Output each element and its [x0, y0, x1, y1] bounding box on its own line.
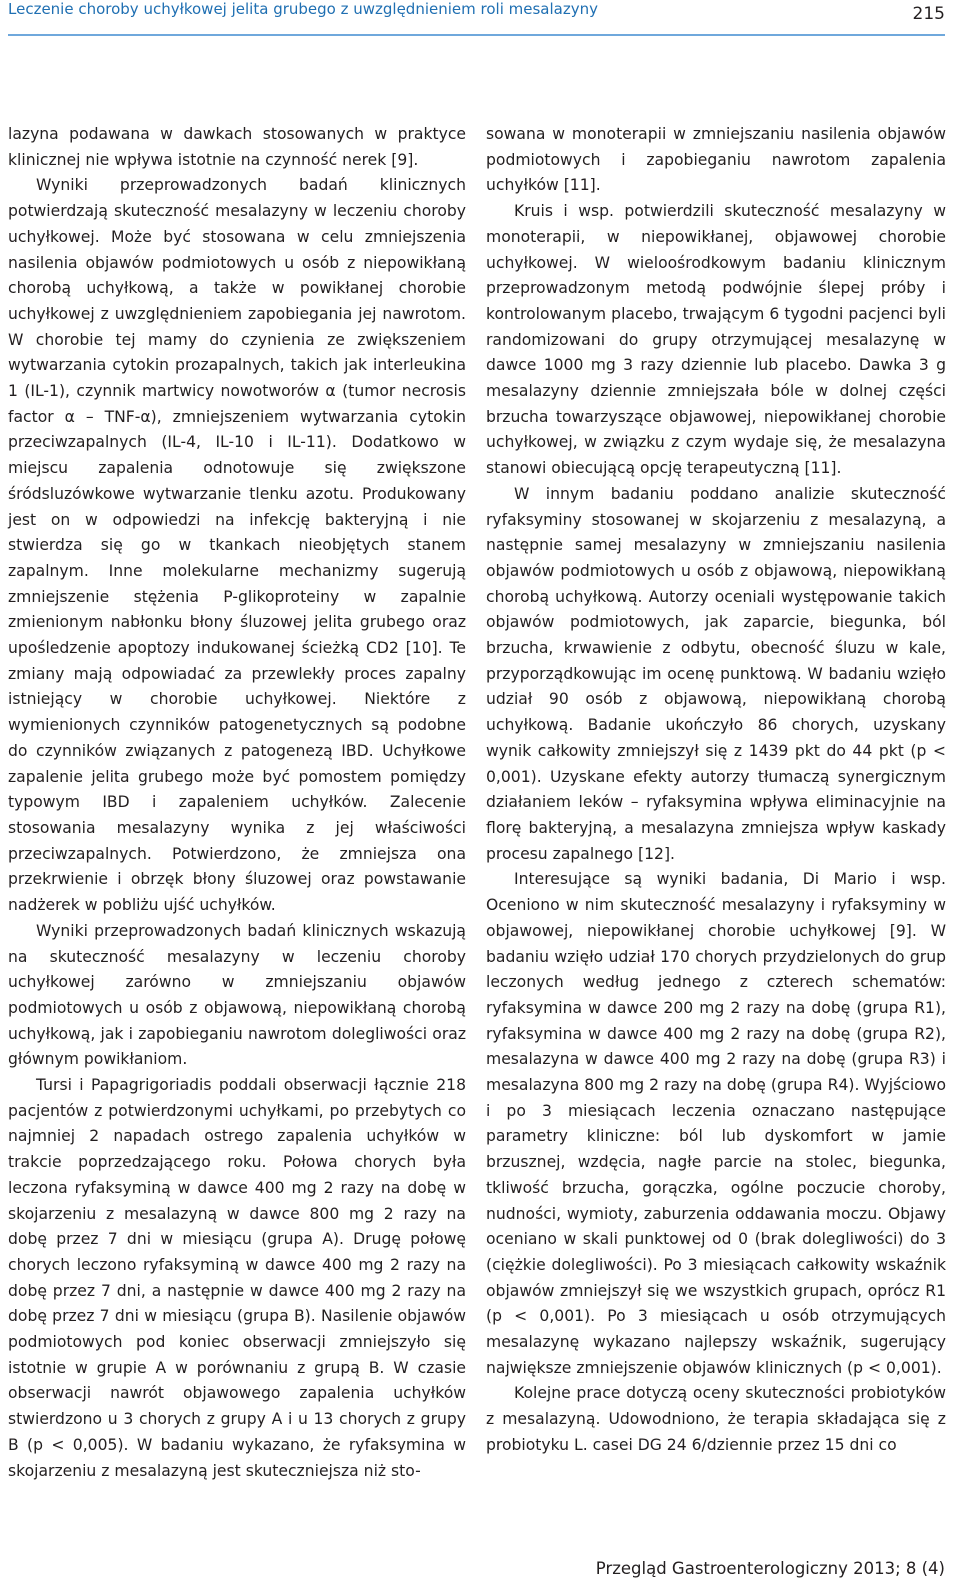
- right-paragraph-2: Kruis i wsp. potwierdzili skuteczność mesalazyny w monoterapii, w niepowikłanej, objawowej chorobie uchyłkowej. W wieloośrodkowym badaniu klinicznym przeprowadzonym metodą podwójnie ślepej próby i kontrolowanym placebo, trwającym 6 tygodni pacjenci byli randomizowani do grupy otrzymującej mesalazynę w dawce 1000 mg 3 razy dziennie lub placebo. Dawka 3 g mesalazyny dziennie zmniejszała bóle w dolnej części brzucha towarzyszące objawowej, niepowikłanej chorobie uchyłkowej, w związku z czym wydaje się, że mesalazyna stanowi obiecującą opcję terapeutyczną [11].: [486, 202, 946, 478]
- left-paragraph-2: Wyniki przeprowadzonych badań klinicznych potwierdzają skuteczność mesalazyny w leczeniu choroby uchyłkowej. Może być stosowana w celu zmniejszenia nasilenia objawów podmiotowych u osób z niepowikłaną chorobą uchyłkową, a także w powikłanej chorobie uchyłkowej z uwzględnieniem zapobiegania jej nawrotom. W chorobie tej mamy do czynienia ze zwiększeniem wytwarzania cytokin prozapalnych, takich jak interleukina 1 (IL-1), czynnik martwicy nowotworów α (tumor necrosis factor α – TNF-α), zmniejszeniem wytwarzania cytokin przeciwzapalnych (IL-4, IL-10 i IL-11). Dodatkowo w miejscu zapalenia odnotowuje się zwiększone śródsluzówkowe wytwarzanie tlenku azotu. Produkowany jest on w odpowiedzi na infekcję bakteryjną i nie stwierdza się go w tkankach nieobjętych stanem zapalnym. Inne molekularne mechanizmy sugerują zmniejszenie stężenia P-glikoproteiny w zapalnie zmienionym nabłonku błony śluzowej jelita grubego oraz upośledzenie apoptozy indukowanej ścieżką CD2 [10]. Te zmiany mają odpowiadać za przewlekły proces zapalny istniejący w chorobie uchyłkowej. Niektóre z wymienionych czynników patogenetycznych są podobne do czynników związanych z patogenezą IBD. Uchyłkowe zapalenie jelita grubego może być pomostem pomiędzy typowym IBD i zapaleniem uchyłków. Zalecenie stosowania mesalazyny wynika z jej właściwości przeciwzapalnych. Potwierdzono, że zmniejsza ona przekrwienie i obrzęk błony śluzowej oraz powstawanie nadżerek w pobliżu ujść uchyłków.: [8, 176, 466, 915]
- running-title: Leczenie choroby uchyłkowej jelita grubego z uwzględnieniem roli mesalazyny: [8, 0, 598, 18]
- left-column: [8, 122, 466, 1484]
- left-paragraph-3: Wyniki przeprowadzonych badań klinicznych wskazują na skuteczność mesalazyny w leczeniu choroby uchyłkowej zarówno w zmniejszaniu objawów podmiotowych u osób z objawową, niepowikłaną chorobą uchyłkową, jak i zapobieganiu nawrotom dolegliwości oraz głównym powikłaniom.: [8, 921, 466, 1069]
- left-paragraph-4: Tursi i Papagrigoriadis poddali obserwacji łącznie 218 pacjentów z potwierdzonymi uchyłkami, po przebytych co najmniej 2 napadach ostrego zapalenia uchyłków w trakcie poprzedzającego roku. Połowa chorych była leczona ryfaksyminą w dawce 400 mg 2 razy na dobę w skojarzeniu z mesalazyną w dawce 800 mg 2 razy na dobę przez 7 dni w miesiącu (grupa A). Drugę połowę chorych leczono ryfaksyminą w dawce 400 mg 2 razy na dobę przez 7 dni, a następnie w dawce 400 mg 2 razy na dobę przez 7 dni w miesiącu (grupa B). Nasilenie objawów podmiotowych pod koniec obserwacji zmniejszyło się istotnie w grupie A w porównaniu z grupą B. W czasie obserwacji nawrót objawowego zapalenia uchyłków stwierdzono u 3 chorych z grupy A i u 13 chorych z grupy B (p < 0,005). W badaniu wykazano, że ryfaksymina w skojarzeniu z mesalazyną jest skuteczniejsza niż sto-: [8, 1076, 466, 1480]
- page-number: 215: [912, 4, 945, 24]
- page-header: [8, 0, 945, 36]
- left-paragraph-1: lazyna podawana w dawkach stosowanych w praktyce klinicznej nie wpływa istotnie na czynność nerek [9].: [8, 125, 466, 169]
- right-paragraph-5: Kolejne prace dotyczą oceny skuteczności probiotyków z mesalazyną. Udowodniono, że terapia składająca się z probiotyku L. casei DG 24 6/dziennie przez 15 dni co: [486, 1384, 946, 1454]
- right-paragraph-3: W innym badaniu poddano analizie skuteczność ryfaksyminy stosowanej w skojarzeniu z mesalazyną, a następnie samej mesalazyny w zmniejszaniu nasilenia objawów podmiotowych u osób z objawową, niepowikłaną chorobą uchyłkową. Autorzy oceniali występowanie takich objawów podmiotowych, jak zaparcie, biegunka, ból brzucha, krwawienie z odbytu, obecność śluzu w kale, przyporządkowując im ocenę punktową. W badaniu wzięło udział 90 osób z objawową, niepowikłaną chorobą uchyłkową. Badanie ukończyło 86 chorych, uzyskany wynik całkowity zmniejszył się z 1439 pkt do 44 pkt (p < 0,001). Uzyskane efekty autorzy tłumaczą synergicznym działaniem leków – ryfaksymina wpływa eliminacyjnie na florę bakteryjną, a mesalazyna zmniejsza wpływ kaskady procesu zapalnego [12].: [486, 484, 946, 863]
- right-paragraph-4: Interesujące są wyniki badania, Di Mario i wsp. Oceniono w nim skuteczność mesalazyny i ryfaksyminy w objawowej, niepowikłanej chorobie uchyłkowej [9]. W badaniu wzięło udział 170 chorych przydzielonych do grup leczonych według jednego z czterech schematów: ryfaksymina w dawce 200 mg 2 razy na dobę (grupa R1), ryfaksymina w dawce 400 mg 2 razy na dobę (grupa R2), mesalazyna w dawce 400 mg 2 razy na dobę (grupa R3) i mesalazyna 800 mg 2 razy na dobę (grupa R4). Wyjściowo i po 3 miesiącach leczenia oznaczano następujące parametry kliniczne: ból lub dyskomfort w jamie brzusznej, wzdęcia, nagłe parcie na stolec, biegunka, tkliwość brzucha, gorączka, ogólne poczucie choroby, nudności, wymioty, zaburzenia oddawania moczu. Objawy oceniano w skali punktowej od 0 (brak dolegliwości) do 3 (ciężkie dolegliwości). Po 3 miesiącach całkowity wskaźnik objawów zmniejszył się we wszystkich grupach, oprócz R1 (p < 0,001). Po 3 miesiącach u osób otrzymujących mesalazynę wykazano najlepszy wskaźnik, sugerujący największe zmniejszenie objawów klinicznych (p < 0,001).: [486, 870, 946, 1377]
- journal-footer: Przegląd Gastroenterologiczny 2013; 8 (4): [595, 1559, 945, 1578]
- right-column: [486, 122, 946, 1459]
- right-paragraph-1: sowana w monoterapii w zmniejszaniu nasilenia objawów podmiotowych i zapobieganiu nawrotom zapalenia uchyłków [11].: [486, 125, 946, 195]
